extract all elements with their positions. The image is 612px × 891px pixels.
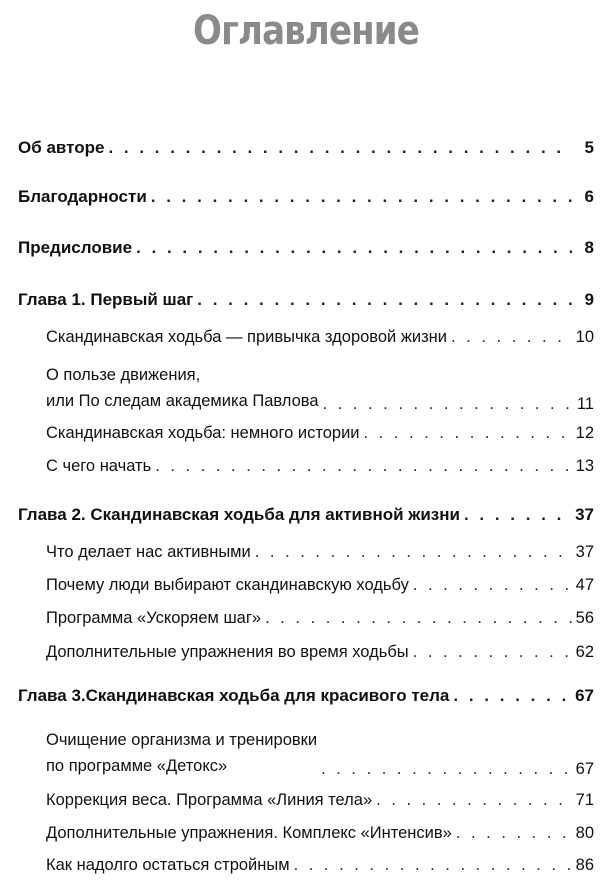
toc-entry-preface[interactable]: [18, 238, 594, 258]
toc-page-number: 13: [575, 457, 594, 475]
toc-entry-label: Программа «Ускоряем шаг»: [46, 609, 262, 627]
dot-leader: [265, 609, 572, 628]
toc-entry-label: Благодарности: [18, 187, 147, 206]
toc-page-number: 67: [575, 760, 594, 778]
toc-entry-chapter-1[interactable]: [18, 290, 594, 310]
dot-leader: [453, 686, 571, 706]
toc-page-number: 5: [584, 138, 594, 157]
toc-page-number: 56: [575, 609, 594, 627]
toc-subentry[interactable]: [46, 576, 594, 595]
toc-page-number: 37: [575, 543, 594, 561]
dot-leader: [294, 856, 572, 875]
toc-subentry[interactable]: [46, 824, 594, 843]
toc-subentry[interactable]: [46, 424, 594, 443]
dot-leader: [321, 760, 572, 779]
toc-subentry[interactable]: [46, 328, 594, 347]
dot-leader: [151, 187, 572, 207]
dot-leader: [323, 395, 573, 414]
toc-entry-chapter-2[interactable]: [18, 505, 594, 525]
toc-subentry[interactable]: [46, 457, 594, 476]
dot-leader: [413, 576, 572, 595]
dot-leader: [136, 238, 572, 258]
toc-entry-label-line: О пользе движения,: [46, 366, 201, 384]
toc-page-number: 8: [584, 238, 594, 257]
toc-page-number: 86: [575, 856, 594, 874]
dot-leader: [364, 424, 572, 443]
toc-entry-label: Что делает нас активными: [46, 543, 251, 561]
toc-page-number: 37: [575, 505, 594, 524]
toc-subentry[interactable]: [46, 362, 594, 414]
toc-entry-acknowledgements[interactable]: [18, 187, 594, 207]
dot-leader: [456, 824, 572, 843]
toc-page-number: 10: [575, 328, 594, 346]
toc-page-number: 9: [584, 290, 594, 309]
dot-leader: [413, 643, 572, 662]
toc-entry-label: [46, 727, 317, 779]
toc-entry-label: Дополнительные упражнения во время ходьбы: [46, 643, 409, 661]
toc-entry-label: Об авторе: [18, 138, 105, 157]
dot-leader: [464, 505, 571, 525]
dot-leader: [108, 138, 572, 158]
toc-page-number: 71: [575, 791, 594, 809]
toc-entry-label-line: Очищение организма и тренировки: [46, 731, 318, 749]
toc-entry-label: Глава 2. Скандинавская ходьба для активной жизни: [18, 505, 460, 524]
toc-entry-label: Как надолго остаться стройным: [46, 856, 290, 874]
toc-subentry[interactable]: [46, 727, 594, 779]
toc-page-number: 62: [575, 643, 594, 661]
toc-entry-label: Глава 1. Первый шаг: [18, 290, 194, 309]
dot-leader: [155, 457, 571, 476]
toc-page-number: 6: [584, 187, 594, 206]
toc-entry-label: Предисловие: [18, 238, 133, 257]
page-title: Оглавление: [193, 8, 419, 54]
toc-entry-label: Дополнительные упражнения. Комплекс «Интенсив»: [46, 824, 452, 842]
dot-leader: [451, 328, 572, 347]
toc-subentry[interactable]: [46, 791, 594, 810]
toc-entry-label: Скандинавская ходьба — привычка здоровой жизни: [46, 328, 448, 346]
toc-page-number: 67: [575, 686, 594, 705]
toc-entry-label-line: или По следам академика Павлова: [46, 392, 319, 410]
toc-page-number: 80: [575, 824, 594, 842]
toc-entry-chapter-3[interactable]: [18, 686, 594, 706]
toc-entry-label: Коррекция веса. Программа «Линия тела»: [46, 791, 373, 809]
toc-entry-label: С чего начать: [46, 457, 152, 475]
dot-leader: [197, 290, 572, 310]
toc-entry-about-author[interactable]: [18, 138, 594, 158]
toc-entry-label-line: по программе «Детокс»: [46, 757, 228, 775]
toc-entry-label: Скандинавская ходьба: немного истории: [46, 424, 360, 442]
toc-entry-label: Почему люди выбирают скандинавскую ходьбу: [46, 576, 409, 594]
toc-subentry[interactable]: [46, 856, 594, 875]
toc-entry-label: [46, 362, 319, 414]
toc-page-number: 12: [575, 424, 594, 442]
toc-entry-label: Глава 3.Скандинавская ходьба для красивого тела: [18, 686, 450, 705]
toc-subentry[interactable]: [46, 543, 594, 562]
toc-page-number: 11: [576, 395, 594, 413]
toc-subentry[interactable]: [46, 609, 594, 628]
dot-leader: [255, 543, 572, 562]
toc-subentry[interactable]: [46, 643, 594, 662]
dot-leader: [376, 791, 571, 810]
toc-page-number: 47: [575, 576, 594, 594]
